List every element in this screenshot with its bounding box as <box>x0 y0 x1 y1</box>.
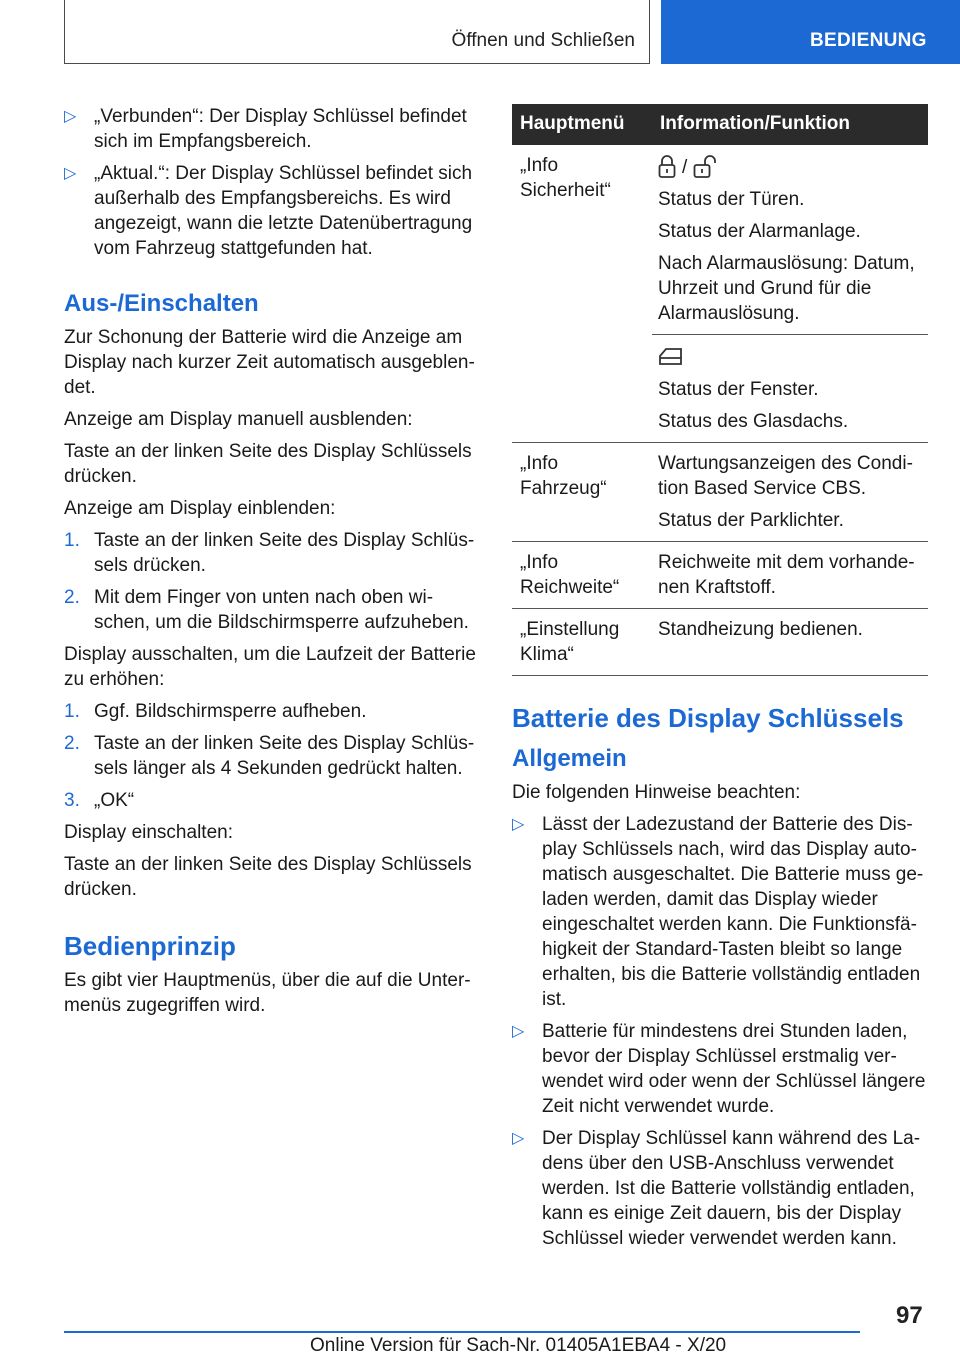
table-header-cell: Information/Funktion <box>652 104 928 145</box>
info-line: Status des Glasdachs. <box>658 411 849 432</box>
table-cell-info <box>652 609 928 676</box>
table-cell-menu: „Info Sicherheit“ <box>512 145 652 443</box>
bullet-marker: ▷ <box>64 165 77 182</box>
info-line: Status der Fenster. <box>658 379 819 400</box>
bullet-marker: ▷ <box>512 1130 525 1147</box>
bullet-marker: ▷ <box>512 816 525 833</box>
paragraph: Anzeige am Display einblenden: <box>64 498 336 519</box>
paragraph: Es gibt vier Hauptmenüs, über die auf die Untermenüs zugegriffen wird. <box>64 970 471 1016</box>
page-number: 97 <box>896 1302 923 1329</box>
bullet-item: ▷ Batterie für mindestens drei Stunden laden, bevor der Display Schlüssel erstmalig verwendet wird oder wenn der Schlüssel längere Zeit nicht verwendet wurde. <box>512 1021 926 1117</box>
lock-open-icon <box>693 155 719 179</box>
paragraph: Taste an der linken Seite des Display Schlüssels drücken. <box>64 441 472 487</box>
table-header-cell: Hauptmenü <box>512 104 652 145</box>
header-chapter-title: BEDIENUNG <box>810 30 927 51</box>
numbered-item: 2. Mit dem Finger von unten nach oben wischen, um die Bildschirmsperre aufzuheben. <box>64 587 469 633</box>
info-line: Status der Parklichter. <box>658 510 844 531</box>
paragraph: Display ausschalten, um die Laufzeit der Batterie zu erhöhen: <box>64 644 476 690</box>
bullet-item: ▷ „Aktual.“: Der Display Schlüssel befindet sich außerhalb des Empfangsbereichs. Es wird angezeigt, wann die letzte Datenübertragung vom Fahrzeug stattgefunden hat. <box>64 163 473 259</box>
heading-aus-einschalten: Aus-/Einschalten <box>64 290 259 317</box>
footer-text: Online Version für Sach-Nr. 01405A1EBA4 - X/20 <box>310 1335 727 1356</box>
bullet-item: ▷ „Verbunden“: Der Display Schlüssel befindet sich im Empfangsbereich. <box>64 106 467 152</box>
numbered-item: 3. „OK“ <box>64 790 135 811</box>
numbered-item: 2. Taste an der linken Seite des Display Schlüssels länger als 4 Sekunden gedrückt halten. <box>64 733 475 779</box>
info-line: Nach Alarmauslösung: Datum, Uhrzeit und Grund für die Alarmauslösung. <box>658 253 915 324</box>
heading-batterie: Batterie des Display Schlüssels <box>512 703 904 733</box>
info-line: Status der Alarmanlage. <box>658 221 861 242</box>
table-row <box>512 443 928 542</box>
info-line: Reichweite mit dem vorhandenen Kraftstoff. <box>658 552 915 598</box>
paragraph: Taste an der linken Seite des Display Schlüssels drücken. <box>64 854 472 900</box>
paragraph: Zur Schonung der Batterie wird die Anzeige am Display nach kurzer Zeit automatisch ausgeblendet. <box>64 327 475 398</box>
numbered-item: 1. Ggf. Bildschirmsperre aufheben. <box>64 701 367 722</box>
table-cell-menu: „Info Fahrzeug“ <box>512 443 652 542</box>
table-cell-info <box>652 542 928 609</box>
menu-table <box>512 104 928 676</box>
table-subrow <box>652 153 928 335</box>
info-line: Status der Türen. <box>658 189 805 210</box>
table-row <box>512 145 928 443</box>
header-section-title: Öffnen und Schließen <box>451 30 635 51</box>
icon-separator: / <box>682 156 688 178</box>
lock-closed-icon <box>658 155 676 179</box>
paragraph: Anzeige am Display manuell ausblenden: <box>64 409 413 430</box>
heading-bedienprinzip: Bedienprinzip <box>64 931 236 961</box>
bullet-item: ▷ Der Display Schlüssel kann während des Ladens über den USB-Anschluss verwendet werden. Ist die Batterie vollständig entladen, kann es einige Zeit dauern, bis der Display Schlüssel wieder verwendet werden kann. <box>512 1128 921 1249</box>
bullet-marker: ▷ <box>64 108 77 125</box>
left-column <box>64 104 476 1025</box>
icon-group <box>658 343 922 371</box>
numbered-item: 1. Taste an der linken Seite des Display Schlüssels drücken. <box>64 530 475 576</box>
info-line: Standheizung bedienen. <box>658 619 863 640</box>
table-cell-info <box>652 443 928 542</box>
paragraph: Display einschalten: <box>64 822 233 843</box>
header-section-box <box>64 0 650 64</box>
icon-group <box>658 153 922 181</box>
heading-allgemein: Allgemein <box>512 745 627 772</box>
right-column <box>512 104 928 1258</box>
table-row <box>512 542 928 609</box>
footer-divider <box>64 1331 860 1333</box>
table-row <box>512 609 928 676</box>
bullet-marker: ▷ <box>512 1023 525 1040</box>
paragraph: Die folgenden Hinweise beachten: <box>512 782 801 803</box>
bullet-item: ▷ Lässt der Ladezustand der Batterie des Display Schlüssels nach, wird das Display automatisch ausgeschaltet. Die Batterie muss geladen werden, damit das Display wieder eingeschaltet werden kann. Die Funktionsfähigkeit der Standard-Tasten bleibt so lange erhalten, bis die Batterie vollständig entladen ist. <box>512 814 924 1010</box>
car-window-icon <box>658 346 684 368</box>
header-chapter-box <box>661 0 960 64</box>
table-cell-menu: „Info Reichweite“ <box>512 542 652 609</box>
table-cell-menu: „Einstellung Klima“ <box>512 609 652 676</box>
info-line: Wartungsanzeigen des Condition Based Service CBS. <box>658 453 913 499</box>
table-header-row <box>512 104 928 145</box>
table-cell-info <box>652 145 928 443</box>
